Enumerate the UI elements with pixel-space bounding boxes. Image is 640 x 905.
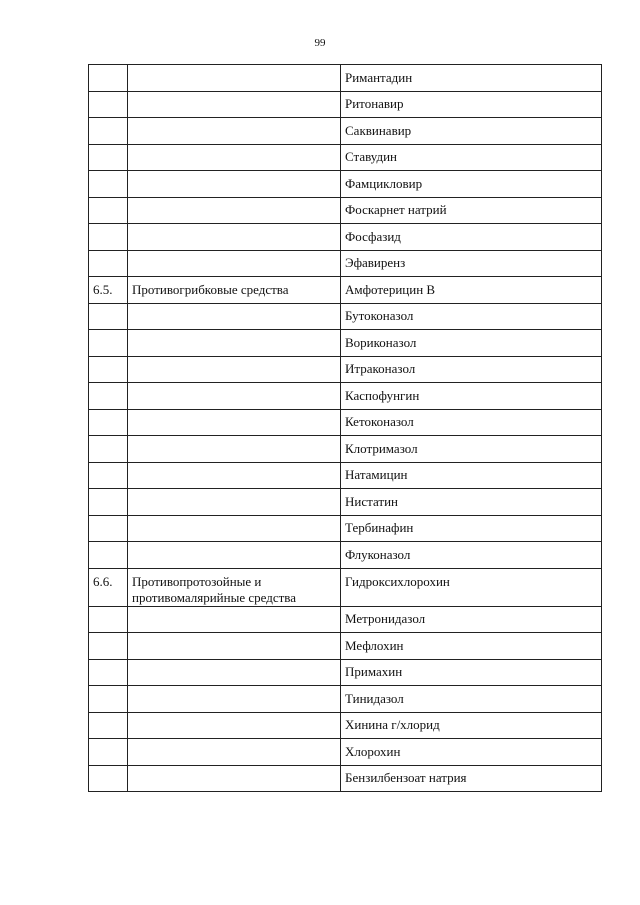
drug-group-cell: Противопротозойные и противомалярийные средства bbox=[128, 568, 341, 606]
table-row bbox=[89, 409, 602, 436]
table-row bbox=[89, 118, 602, 145]
section-number-cell bbox=[89, 118, 128, 145]
drug-group-cell bbox=[128, 739, 341, 766]
section-number-cell bbox=[89, 356, 128, 383]
table-row bbox=[89, 303, 602, 330]
drug-group-cell bbox=[128, 489, 341, 516]
drug-name-cell: Примахин bbox=[341, 659, 602, 686]
section-number-cell bbox=[89, 659, 128, 686]
drug-name-cell: Фоскарнет натрий bbox=[341, 197, 602, 224]
drug-name-cell: Мефлохин bbox=[341, 633, 602, 660]
drug-group-cell bbox=[128, 330, 341, 357]
table-row bbox=[89, 462, 602, 489]
drug-name-cell: Амфотерицин В bbox=[341, 277, 602, 304]
section-number-cell bbox=[89, 303, 128, 330]
drug-name-cell: Тербинафин bbox=[341, 515, 602, 542]
section-number-cell bbox=[89, 250, 128, 277]
drug-group-cell bbox=[128, 515, 341, 542]
table-row bbox=[89, 515, 602, 542]
drug-name-cell: Фосфазид bbox=[341, 224, 602, 251]
drug-group-cell bbox=[128, 712, 341, 739]
table-row bbox=[89, 765, 602, 792]
drug-group-cell bbox=[128, 436, 341, 463]
drug-name-cell: Фамцикловир bbox=[341, 171, 602, 198]
table-row bbox=[89, 633, 602, 660]
page-number: 99 bbox=[314, 37, 326, 49]
section-number-cell: 6.6. bbox=[89, 568, 128, 606]
drug-group-cell bbox=[128, 197, 341, 224]
drug-group-cell bbox=[128, 462, 341, 489]
section-number-cell bbox=[89, 330, 128, 357]
section-number-cell: 6.5. bbox=[89, 277, 128, 304]
drug-table bbox=[88, 64, 602, 792]
table-row bbox=[89, 659, 602, 686]
section-number-cell bbox=[89, 606, 128, 633]
drug-group-cell bbox=[128, 659, 341, 686]
table-row bbox=[89, 144, 602, 171]
drug-group-cell: Противогрибковые средства bbox=[128, 277, 341, 304]
table-row bbox=[89, 197, 602, 224]
section-number-cell bbox=[89, 462, 128, 489]
table-row bbox=[89, 542, 602, 569]
drug-name-cell: Гидроксихлорохин bbox=[341, 568, 602, 606]
table-row bbox=[89, 489, 602, 516]
drug-group-cell bbox=[128, 171, 341, 198]
drug-name-cell: Итраконазол bbox=[341, 356, 602, 383]
drug-name-cell: Эфавиренз bbox=[341, 250, 602, 277]
drug-name-cell: Ставудин bbox=[341, 144, 602, 171]
drug-group-cell bbox=[128, 144, 341, 171]
table-row bbox=[89, 171, 602, 198]
drug-name-cell: Ритонавир bbox=[341, 91, 602, 118]
drug-group-cell bbox=[128, 633, 341, 660]
drug-name-cell: Саквинавир bbox=[341, 118, 602, 145]
drug-name-cell: Хинина г/хлорид bbox=[341, 712, 602, 739]
table-row bbox=[89, 568, 602, 606]
table-row bbox=[89, 606, 602, 633]
drug-name-cell: Метронидазол bbox=[341, 606, 602, 633]
table-row bbox=[89, 356, 602, 383]
drug-group-cell bbox=[128, 65, 341, 92]
section-number-cell bbox=[89, 739, 128, 766]
drug-group-cell bbox=[128, 303, 341, 330]
table-row bbox=[89, 330, 602, 357]
section-number-cell bbox=[89, 515, 128, 542]
table-row bbox=[89, 65, 602, 92]
drug-name-cell: Хлорохин bbox=[341, 739, 602, 766]
section-number-cell bbox=[89, 712, 128, 739]
drug-group-cell bbox=[128, 118, 341, 145]
section-number-cell bbox=[89, 686, 128, 713]
section-number-cell bbox=[89, 633, 128, 660]
section-number-cell bbox=[89, 197, 128, 224]
drug-group-cell bbox=[128, 409, 341, 436]
drug-name-cell: Бензилбензоат натрия bbox=[341, 765, 602, 792]
table-row bbox=[89, 383, 602, 410]
drug-group-cell bbox=[128, 606, 341, 633]
drug-name-cell: Тинидазол bbox=[341, 686, 602, 713]
table-row bbox=[89, 436, 602, 463]
drug-name-cell: Римантадин bbox=[341, 65, 602, 92]
table-row bbox=[89, 91, 602, 118]
drug-group-cell bbox=[128, 91, 341, 118]
drug-name-cell: Каспофунгин bbox=[341, 383, 602, 410]
drug-group-cell bbox=[128, 224, 341, 251]
table-row bbox=[89, 277, 602, 304]
drug-name-cell: Натамицин bbox=[341, 462, 602, 489]
section-number-cell bbox=[89, 144, 128, 171]
drug-name-cell: Вориконазол bbox=[341, 330, 602, 357]
table-row bbox=[89, 224, 602, 251]
table-row bbox=[89, 712, 602, 739]
section-number-cell bbox=[89, 765, 128, 792]
drug-group-cell bbox=[128, 686, 341, 713]
drug-name-cell: Флуконазол bbox=[341, 542, 602, 569]
section-number-cell bbox=[89, 409, 128, 436]
drug-name-cell: Бутоконазол bbox=[341, 303, 602, 330]
section-number-cell bbox=[89, 383, 128, 410]
drug-group-cell bbox=[128, 250, 341, 277]
section-number-cell bbox=[89, 436, 128, 463]
section-number-cell bbox=[89, 489, 128, 516]
drug-group-cell bbox=[128, 383, 341, 410]
table-row bbox=[89, 739, 602, 766]
section-number-cell bbox=[89, 171, 128, 198]
drug-group-cell bbox=[128, 356, 341, 383]
table-row bbox=[89, 250, 602, 277]
drug-name-cell: Нистатин bbox=[341, 489, 602, 516]
section-number-cell bbox=[89, 65, 128, 92]
section-number-cell bbox=[89, 91, 128, 118]
table-body bbox=[89, 65, 602, 792]
section-number-cell bbox=[89, 542, 128, 569]
drug-group-cell bbox=[128, 542, 341, 569]
drug-name-cell: Клотримазол bbox=[341, 436, 602, 463]
drug-name-cell: Кетоконазол bbox=[341, 409, 602, 436]
section-number-cell bbox=[89, 224, 128, 251]
drug-group-cell bbox=[128, 765, 341, 792]
table-row bbox=[89, 686, 602, 713]
